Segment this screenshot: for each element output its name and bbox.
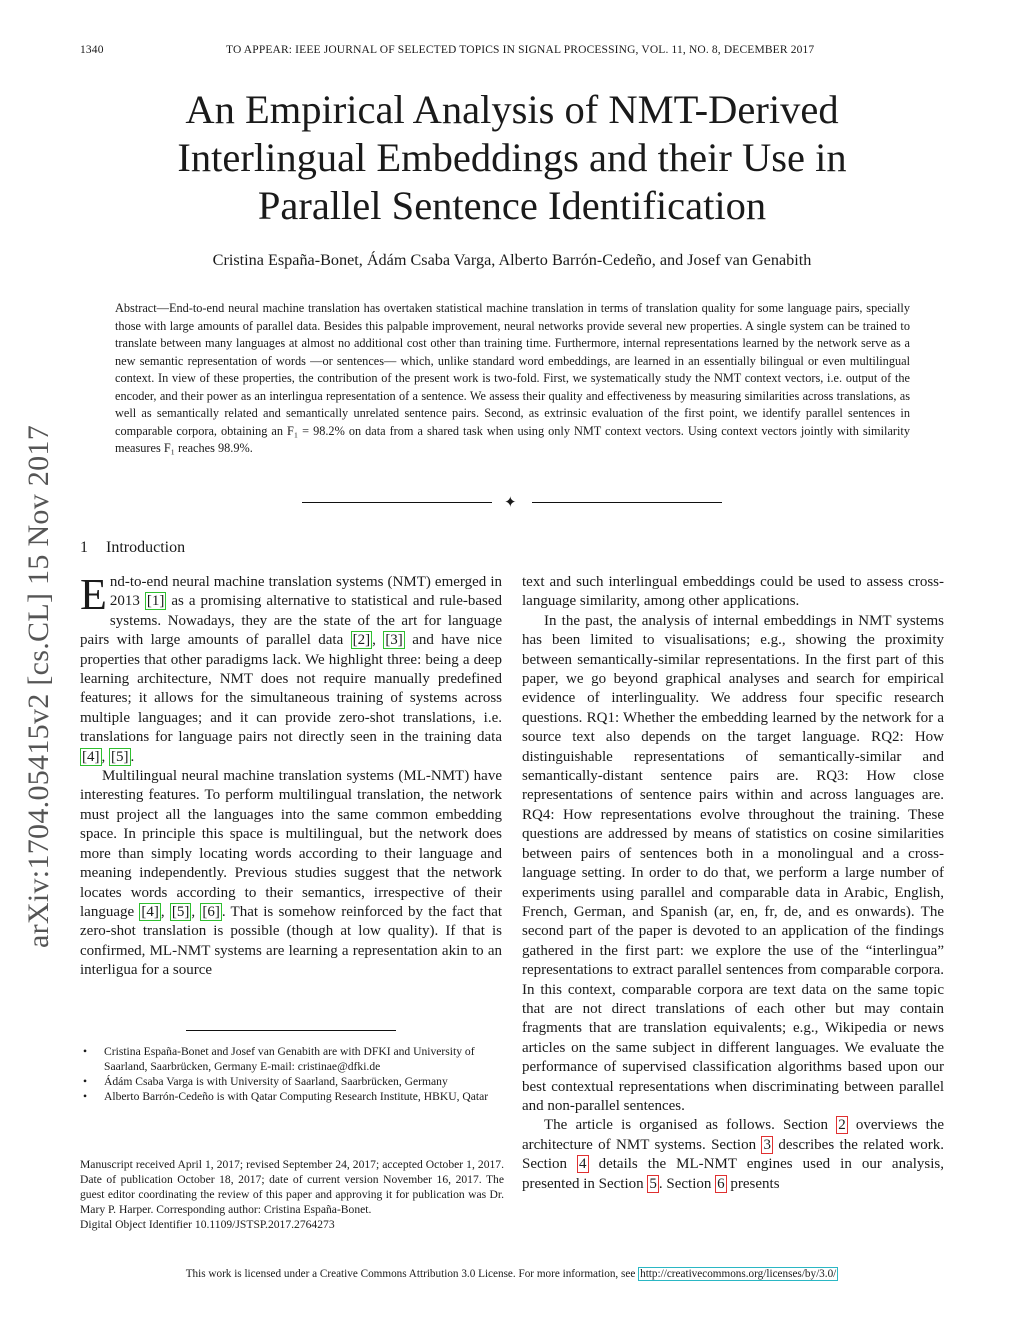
- footnote-rule: [186, 1030, 396, 1031]
- author-list: Cristina España-Bonet, Ádám Csaba Varga, Alberto Barrón-Cedeño, and Josef van Genabith: [212, 251, 812, 269]
- paper-title: [110, 86, 914, 230]
- page-number: 1340: [80, 44, 104, 56]
- abstract-text: —End-to-end neural machine translation has overtaken statistical machine translation in terms of translation quality for some language pairs, specially those with large amounts of parallel data. Besides this palpable improvement, neural networks provide several new properties. A single system can be trained to translate between many languages at almost no additional cost other than training time. Furthermore, internal representations learned by the network serve as a new semantic representation of words —or sentences— which, unlike standard word embeddings, are learned in an essentially bilingual or even multilingual context. In view of these properties, the contribution of the present work is two-fold. First, we systematically study the NMT context vectors, i.e. output of the encoder, and their power as an interlingua representation of a sentence. We assess their quality and effectiveness by measuring similarities across translations, as well as semantically related and semantically unrelated sentence pairs. Second, as extrinsic evaluation of the first point, we identify parallel sentences in comparable corpora, obtaining an F₁ = 98.2% on data from a shared task when using only NMT context vectors. Using context vectors jointly with similarity measures F₁ reaches 98.9%.: [115, 301, 910, 455]
- abstract-label: Abstract: [115, 301, 157, 315]
- citation-link[interactable]: [5]: [111, 748, 129, 765]
- text-run: as a promising alternative to statistical and rule-based systems. Nowadays, they are the state of the art for language pairs with large amounts of parallel data: [80, 593, 503, 649]
- section-link[interactable]: 6: [717, 1175, 725, 1192]
- doi-line: Digital Object Identifier 10.1109/JSTSP.2017.2764273: [80, 1218, 335, 1231]
- abstract: [115, 300, 910, 458]
- title-line-2: Interlingual Embeddings and their Use in: [177, 135, 847, 180]
- manuscript-dates: Manuscript received April 1, 2017; revised September 24, 2017; accepted October 1, 2017. Date of publication October 18, 2017; date of current version November 16, 2017. The guest editor coordinating the review of this paper and approving it for publication was Dr. Mary P. Harper. Corresponding author: Cristina España-Bonet.: [80, 1158, 504, 1216]
- text-run: and have nice properties that other paradigms lack. We highlight three: being a deep learning architecture, NMT does not require manually predefined features; it allows for the simultaneous training of systems across multiple languages; and it can provide zero-shot translations, i.e. translations for language pairs not directly seen in the training data: [80, 632, 502, 746]
- intro-paragraph-3: In the past, the analysis of internal embeddings in NMT systems has been limited to visualisations; e.g., showing the proximity between semantically-similar representations. In the first part of this paper, we go beyond graphical analyses and search for empirical evidence of interlinguality. We address four specific research questions. RQ1: Whether the embedding learned by the network for a source text also depends on the target language. RQ2: How distinguishable representations of semantically-similar and semantically-distant sentence pairs are. RQ3: How close representations of sentence pairs within and across languages are. RQ4: How representations evolve throughout the training. These questions are addressed by means of statistics on cosine similarities between pairs of sentences both in a monolingual and a cross-language setting. In order to do that, we perform a large number of experiments using parallel and comparable data in Arabic, English, French, German, and Spanish (ar, en, fr, de, and es onwards). The second part of the paper is devoted to an application of the findings gathered in the first part: we explore the use of the “interlingua” representations to extract parallel sentences from comparable corpora. In this context, comparable corpora are text data on the same topic that are not direct translations of each other but may contain fragments that are translation equivalents; e.g., Wikipedia or news articles on the same subject in different languages. We evaluate the performance of supervised classification algorithms based upon our best contextual representations when discriminating between parallel and non-parallel sentences.: [522, 612, 944, 1114]
- text-run: ,: [160, 903, 170, 920]
- citation-link[interactable]: [4]: [141, 903, 159, 920]
- section-link[interactable]: 4: [579, 1156, 587, 1173]
- license-footer: [0, 1268, 1024, 1280]
- text-run: details the ML-NMT engines used in our analysis, presented in Section: [522, 1156, 944, 1192]
- footnote-item: • Cristina España-Bonet and Josef van Genabith are with DFKI and University of Saarland, Saarbrücken, Germany E-mail: cristinae@dfki.de: [80, 1044, 504, 1074]
- citation-link[interactable]: [4]: [82, 748, 100, 765]
- separator-rule-right: [532, 502, 722, 503]
- section-title: Introduction: [106, 539, 186, 556]
- separator-star-icon: ✦: [504, 495, 517, 511]
- separator-rule-left: [302, 502, 492, 503]
- section-separator: [302, 495, 722, 511]
- manuscript-note: [80, 1157, 504, 1232]
- title-line-3: Parallel Sentence Identification: [257, 183, 767, 228]
- citation-link[interactable]: [1]: [146, 593, 165, 610]
- text-run: Multilingual neural machine translation systems (ML-NMT) have interesting features. To perform multilingual translation, the network must project all the languages into the same common embedding space. In principle this space is multilingual, but the network does more than simply locating words according to their language and meaning independently. Previous studies suggest that the network locates words according to their semantics, irrespective of their language: [80, 768, 502, 920]
- text-run: ,: [191, 903, 201, 920]
- text-run: ,: [372, 632, 384, 649]
- arxiv-stamp: arXiv:1704.05415v2 [cs.CL] 15 Nov 2017: [22, 424, 55, 948]
- text-run: The article is organised as follows. Section: [544, 1117, 837, 1134]
- text-run: nd-to-end neural machine translation systems (NMT) emerged in 2013: [109, 574, 502, 610]
- text-run: describes the related work. Section: [522, 1136, 944, 1173]
- section-link[interactable]: 2: [838, 1117, 846, 1134]
- affiliation-footnotes: [80, 1044, 504, 1104]
- right-column: [522, 573, 944, 1194]
- section-link[interactable]: 5: [649, 1175, 657, 1192]
- citation-link[interactable]: [2]: [352, 632, 371, 649]
- text-run: ,: [101, 748, 109, 765]
- footnote-item: • Alberto Barrón-Cedeño is with Qatar Computing Research Institute, HBKU, Qatar: [80, 1089, 504, 1104]
- text-run: .: [130, 748, 135, 765]
- license-link[interactable]: http://creativecommons.org/licenses/by/3.0/: [640, 1268, 837, 1280]
- intro-paragraph-2: [80, 767, 502, 980]
- citation-link[interactable]: [3]: [385, 632, 403, 649]
- text-run: . Section: [658, 1175, 716, 1192]
- license-text: This work is licensed under a Creative Commons Attribution 3.0 License. For more information, see: [185, 1268, 639, 1280]
- intro-paragraph-1: [80, 570, 503, 767]
- footnote-item: • Ádám Csaba Varga is with University of Saarland, Saarbrücken, Germany: [80, 1074, 504, 1089]
- section-heading: [80, 539, 185, 557]
- drop-cap: E: [80, 570, 107, 619]
- citation-link[interactable]: [5]: [171, 903, 190, 920]
- section-number: 1: [80, 539, 88, 556]
- text-run: overviews the architecture of NMT systems. Section: [522, 1117, 944, 1153]
- journal-header: TO APPEAR: IEEE JOURNAL OF SELECTED TOPICS IN SIGNAL PROCESSING, VOL. 11, NO. 8, DECEMBER 2017: [226, 44, 815, 56]
- text-run: . That is somehow reinforced by the fact that zero-shot translation is possible (though at low quality). If that is confirmed, ML-NMT systems are learning a representation akin to an interligua for a source: [80, 903, 503, 979]
- intro-paragraph-2-continued: text and such interlingual embeddings could be used to assess cross-language similarity, among other applications.: [522, 574, 944, 610]
- title-line-1: An Empirical Analysis of NMT-Derived: [185, 87, 839, 132]
- left-column: [80, 570, 503, 981]
- section-link[interactable]: 3: [763, 1136, 771, 1153]
- citation-link[interactable]: [6]: [202, 903, 220, 920]
- intro-paragraph-4: [522, 1116, 944, 1194]
- text-run: presents: [726, 1175, 780, 1192]
